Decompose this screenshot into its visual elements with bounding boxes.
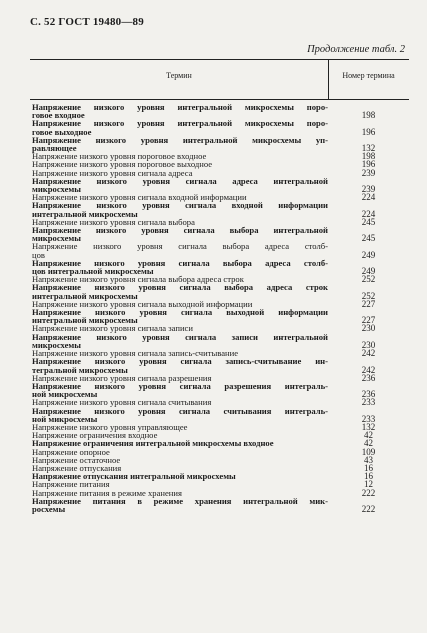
term-number: 227 — [361, 315, 376, 326]
term-text-line: Напряжение отпускания — [32, 462, 122, 473]
term-text-line: микросхемы — [32, 233, 81, 244]
term-number: 249 — [361, 266, 376, 277]
term-text-line: Напряжение питания в режиме хранения — [32, 487, 182, 498]
term-text-line: росхемы — [32, 503, 66, 514]
term-text-line: равляющее — [32, 143, 77, 154]
term-text-line: Напряжение низкого уровня интегральной микросхемы поро- — [32, 102, 328, 112]
term-number: 109 — [361, 446, 376, 457]
term-cell — [30, 357, 328, 373]
term-text-line: Напряжение низкого уровня сигнала запись-считывание — [32, 348, 239, 359]
term-text-line: Напряжение низкого уровня интегральной микросхемы поро- — [32, 118, 328, 129]
table-row — [30, 242, 409, 258]
term-text-line: Напряжение низкого уровня сигнала адреса интегральной — [32, 175, 328, 186]
term-cell — [30, 333, 328, 349]
table-continuation-label: Продолжение табл. 2 — [307, 44, 405, 55]
term-text-line: тегральной микросхемы — [32, 364, 128, 375]
term-text-line: говое выходное — [32, 126, 92, 137]
table-body — [30, 103, 409, 513]
table-row — [30, 357, 409, 373]
term-cell — [30, 308, 328, 324]
term-text-line: Напряжение опорное — [32, 446, 110, 457]
term-text-line: Напряжение низкого уровня сигнала выбора адреса строк — [32, 274, 244, 285]
table-row — [30, 382, 409, 398]
term-cell — [30, 177, 328, 193]
term-number: 236 — [361, 389, 376, 400]
term-text-line: Напряжение низкого уровня интегральной микросхемы уп- — [32, 134, 328, 145]
table-row — [30, 283, 409, 299]
term-text-line: Напряжение низкого уровня сигнала выбора адреса строк — [32, 282, 328, 293]
term-text-line: Напряжение низкого уровня сигнала входной информации — [32, 192, 247, 203]
term-number: 222 — [361, 503, 376, 514]
term-cell — [30, 103, 328, 119]
table-row — [30, 407, 409, 423]
term-text-line: цов — [32, 249, 45, 260]
term-text-line: интегральной микросхемы — [32, 290, 138, 301]
term-text-line: Напряжение низкого уровня сигнала входной информации — [32, 200, 328, 211]
term-cell — [30, 136, 328, 152]
term-text-line: Напряжение низкого уровня сигнала выходной информации — [32, 307, 328, 318]
column-header-term: Термин — [166, 71, 192, 80]
table-row — [30, 259, 409, 275]
term-text-line: Напряжение низкого уровня пороговое входное — [32, 151, 207, 162]
term-text-line: Напряжение низкого уровня сигнала выбора адреса столб- — [32, 257, 328, 268]
term-text-line: микросхемы — [32, 184, 81, 195]
term-text-line: Напряжение низкого уровня сигнала разрешения — [32, 372, 212, 383]
term-number: 242 — [361, 364, 376, 375]
term-text-line: Напряжение низкого уровня управляющее — [32, 421, 188, 432]
table-row — [30, 201, 409, 217]
term-cell — [30, 382, 328, 398]
term-text-line: ной микросхемы — [32, 413, 98, 424]
term-number: 249 — [361, 249, 376, 260]
term-number: 16 — [364, 462, 373, 473]
term-number: 132 — [361, 143, 376, 154]
term-text-line: ной микросхемы — [32, 389, 98, 400]
table-row — [30, 497, 409, 513]
term-text-line: Напряжение питания — [32, 479, 110, 490]
term-text-line: Напряжение ограничения входное — [32, 430, 158, 441]
term-text-line: интегральной микросхемы — [32, 208, 138, 219]
term-text-line: Напряжение низкого уровня сигнала выходной информации — [32, 298, 253, 309]
table-row — [30, 119, 409, 135]
term-text-line: Напряжение низкого уровня сигнала записи — [32, 323, 193, 334]
term-number: 245 — [361, 233, 376, 244]
term-number: 198 — [361, 151, 376, 162]
term-number: 236 — [361, 372, 376, 383]
term-text-line: Напряжение низкого уровня сигнала считывания — [32, 397, 212, 408]
table-row — [30, 226, 409, 242]
term-number: 198 — [361, 110, 376, 121]
term-text-line: Напряжение низкого уровня сигнала выбора адреса столб- — [32, 241, 328, 252]
term-number: 227 — [361, 298, 376, 309]
term-text-line: Напряжение отпускания интегральной микросхемы — [32, 471, 236, 482]
page-header: С. 52 ГОСТ 19480—89 — [30, 16, 144, 28]
term-text-line: Напряжение низкого уровня сигнала разрешения интеграль- — [32, 380, 328, 391]
table-row — [30, 136, 409, 152]
term-number: 239 — [361, 167, 376, 178]
term-cell — [30, 259, 328, 275]
table-row — [30, 333, 409, 349]
term-number: 233 — [361, 397, 376, 408]
term-number: 224 — [361, 192, 376, 203]
term-cell — [30, 226, 328, 242]
term-cell — [30, 242, 328, 258]
table-row — [30, 177, 409, 193]
table-row — [30, 308, 409, 324]
term-text-line: микросхемы — [32, 339, 81, 350]
term-number: 233 — [361, 413, 376, 424]
term-text-line: Напряжение низкого уровня сигнала запись-считывание ин- — [32, 356, 328, 367]
terms-table — [30, 59, 409, 615]
term-cell — [30, 407, 328, 423]
term-number: 12 — [364, 479, 373, 490]
term-cell — [30, 283, 328, 299]
term-text-line: Напряжение низкого уровня сигнала записи интегральной — [32, 331, 328, 342]
term-text-line: говое входное — [32, 110, 85, 121]
term-text-line: Напряжение питания в режиме хранения интегральной мик- — [32, 495, 328, 506]
term-text-line: интегральной микросхемы — [32, 315, 138, 326]
term-number: 42 — [364, 438, 373, 449]
term-text-line: Напряжение остаточное — [32, 454, 121, 465]
term-cell — [30, 119, 328, 135]
term-number: 230 — [361, 323, 376, 334]
term-text-line: Напряжение ограничения интегральной микросхемы входное — [32, 438, 274, 449]
term-text-line: Напряжение низкого уровня сигнала адреса — [32, 167, 193, 178]
term-number: 245 — [361, 216, 376, 227]
header-bottom-rule — [30, 99, 409, 100]
term-number: 252 — [361, 290, 376, 301]
term-number: 42 — [364, 430, 373, 441]
table-top-rule — [30, 59, 409, 60]
table-row — [30, 103, 409, 119]
term-number: 196 — [361, 126, 376, 137]
term-text-line: Напряжение низкого уровня сигнала выбора интегральной — [32, 225, 328, 236]
term-number: 16 — [364, 471, 373, 482]
term-text-line: Напряжение низкого уровня сигнала считывания интеграль- — [32, 405, 328, 416]
term-number: 222 — [361, 487, 376, 498]
term-number: 43 — [364, 454, 373, 465]
term-number: 242 — [361, 348, 376, 359]
term-cell — [30, 497, 328, 513]
column-header-number: Номер термина — [342, 71, 395, 80]
term-text-line: Напряжение низкого уровня пороговое выходное — [32, 159, 213, 170]
term-cell — [30, 201, 328, 217]
term-number: 252 — [361, 274, 376, 285]
term-text-line: Напряжение низкого уровня сигнала выбора — [32, 216, 195, 227]
term-text-line: цов интегральной микросхемы — [32, 266, 154, 277]
term-number: 230 — [361, 339, 376, 350]
term-number: 239 — [361, 184, 376, 195]
term-number: 224 — [361, 208, 376, 219]
term-number: 196 — [361, 159, 376, 170]
term-number: 132 — [361, 421, 376, 432]
